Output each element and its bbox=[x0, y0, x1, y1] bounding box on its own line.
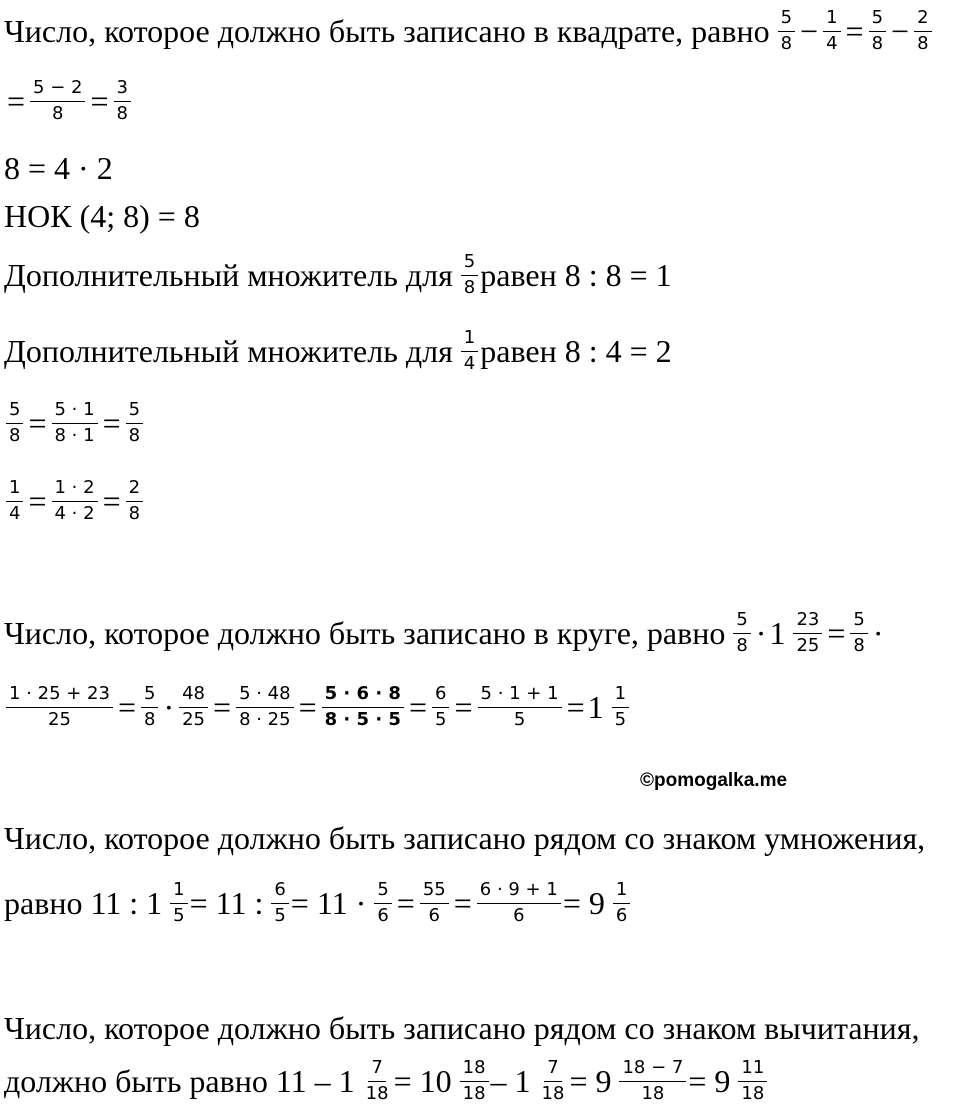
text: Число, которое должно быть записано рядом со знаком умножения, bbox=[4, 820, 926, 856]
operator: = bbox=[117, 689, 136, 726]
operator: · bbox=[755, 615, 767, 652]
fraction: $\frac{5}{8}$ bbox=[126, 400, 143, 446]
fraction: $\frac{5 \cdot 48}{8 \cdot 25}$ bbox=[236, 684, 294, 730]
operator: = bbox=[213, 689, 232, 726]
text: Число, которое должно быть записано рядом со знаком вычитания, bbox=[4, 1010, 920, 1046]
operator: = bbox=[102, 405, 121, 442]
fraction: $\frac{1 \cdot 2}{4 \cdot 2}$ bbox=[52, 478, 98, 524]
operator: · bbox=[872, 615, 884, 652]
fraction: $\frac{5}{8}$ bbox=[869, 8, 886, 54]
operator: = bbox=[102, 483, 121, 520]
fraction: $\frac{5 \cdot 1 + 1}{5}$ bbox=[478, 684, 562, 730]
text: Дополнительный множитель для bbox=[4, 257, 453, 294]
operator: − bbox=[891, 13, 910, 50]
fraction-cancelled: $\frac{5 \cdot 6 \cdot 8}{8 \cdot 5 \cdot 5}$ bbox=[322, 684, 404, 730]
fraction: $\frac{2}{8}$ bbox=[126, 478, 143, 524]
text: = 11 : bbox=[189, 885, 264, 922]
operator: = bbox=[28, 405, 47, 442]
fraction: $\frac{6}{5}$ bbox=[432, 684, 449, 730]
operator: = bbox=[454, 689, 473, 726]
operator: = bbox=[566, 689, 585, 726]
line-14 bbox=[4, 1058, 769, 1104]
fraction: $\frac{2}{8}$ bbox=[914, 8, 931, 54]
line-1 bbox=[4, 8, 934, 54]
fraction: $\frac{3}{8}$ bbox=[114, 78, 131, 124]
text: равен 8 : 8 = 1 bbox=[480, 257, 672, 294]
text: = 10 bbox=[393, 1063, 452, 1100]
operator: = bbox=[396, 885, 415, 922]
fraction: $\frac{1}{5}$ bbox=[170, 880, 187, 926]
fraction: $\frac{1}{4}$ bbox=[6, 478, 23, 524]
fraction: $\frac{7}{18}$ bbox=[541, 1057, 565, 1104]
line-3 bbox=[4, 152, 113, 184]
fraction: $\frac{5}{8}$ bbox=[733, 610, 750, 656]
whole-number: 1 bbox=[769, 615, 786, 652]
fraction: $\frac{5}{8}$ bbox=[778, 8, 795, 54]
operator: − bbox=[800, 13, 819, 50]
fraction: $\frac{5}{8}$ bbox=[6, 400, 23, 446]
text: НОК (4; 8) = 8 bbox=[4, 198, 200, 234]
operator: = bbox=[7, 83, 26, 120]
fraction: $\frac{1}{4}$ bbox=[461, 328, 478, 374]
line-10 bbox=[4, 684, 631, 730]
fraction: $\frac{5 \cdot 1}{8 \cdot 1}$ bbox=[52, 400, 98, 446]
text: равен 8 : 4 = 2 bbox=[480, 333, 672, 370]
fraction: $\frac{1}{5}$ bbox=[612, 684, 629, 730]
line-9 bbox=[4, 610, 887, 656]
text: Число, которое должно быть записано в круге, равно bbox=[4, 615, 726, 652]
operator: = bbox=[28, 483, 47, 520]
line-13 bbox=[4, 1012, 920, 1044]
text: = 9 bbox=[562, 885, 605, 922]
line-5 bbox=[4, 252, 672, 298]
text: Дополнительный множитель для bbox=[4, 333, 453, 370]
text: = 11 · bbox=[290, 885, 367, 922]
line-6 bbox=[4, 328, 672, 374]
text: 8 = 4 · 2 bbox=[4, 150, 113, 186]
fraction: $\frac{5}{8}$ bbox=[141, 684, 158, 730]
line-8 bbox=[4, 478, 145, 524]
text: должно быть равно 11 – 1 bbox=[4, 1063, 355, 1100]
fraction: $\frac{1}{4}$ bbox=[823, 8, 840, 54]
fraction: $\frac{23}{25}$ bbox=[793, 610, 822, 656]
operator: = bbox=[827, 615, 846, 652]
line-7 bbox=[4, 400, 145, 446]
line-2 bbox=[4, 78, 133, 124]
fraction: $\frac{6}{5}$ bbox=[271, 880, 288, 926]
operator: = bbox=[408, 689, 428, 726]
line-4 bbox=[4, 200, 200, 232]
fraction: $\frac{18}{18}$ bbox=[460, 1058, 489, 1104]
line-11 bbox=[4, 822, 925, 854]
operator: = bbox=[90, 83, 109, 120]
fraction: $\frac{5 - 2}{8}$ bbox=[30, 78, 85, 124]
fraction: $\frac{7}{18}$ bbox=[365, 1057, 389, 1104]
fraction: $\frac{55}{6}$ bbox=[420, 880, 449, 926]
fraction: $\frac{1 \cdot 25 + 23}{25}$ bbox=[6, 684, 113, 730]
text: = 9 bbox=[569, 1063, 612, 1100]
operator: = bbox=[298, 689, 317, 726]
fraction: $\frac{48}{25}$ bbox=[179, 684, 208, 730]
whole-number: 1 bbox=[587, 689, 604, 726]
fraction: $\frac{11}{18}$ bbox=[738, 1058, 767, 1104]
operator: = bbox=[845, 13, 864, 50]
text: – 1 bbox=[490, 1063, 531, 1100]
fraction: $\frac{18 - 7}{18}$ bbox=[619, 1058, 686, 1104]
text: = 9 bbox=[688, 1063, 731, 1100]
fraction: $\frac{1}{6}$ bbox=[613, 880, 630, 926]
fraction: $\frac{6 \cdot 9 + 1}{6}$ bbox=[477, 880, 561, 926]
fraction: $\frac{5}{6}$ bbox=[374, 880, 391, 926]
text: Число, которое должно быть записано в квадрате, равно bbox=[4, 13, 770, 50]
fraction: $\frac{5}{8}$ bbox=[461, 252, 478, 298]
fraction: $\frac{5}{8}$ bbox=[850, 610, 867, 656]
watermark: ©pomogalka.me bbox=[640, 770, 788, 791]
operator: · bbox=[163, 689, 175, 726]
operator: = bbox=[453, 885, 472, 922]
line-12 bbox=[4, 880, 632, 926]
text: равно 11 : 1 bbox=[4, 885, 163, 922]
